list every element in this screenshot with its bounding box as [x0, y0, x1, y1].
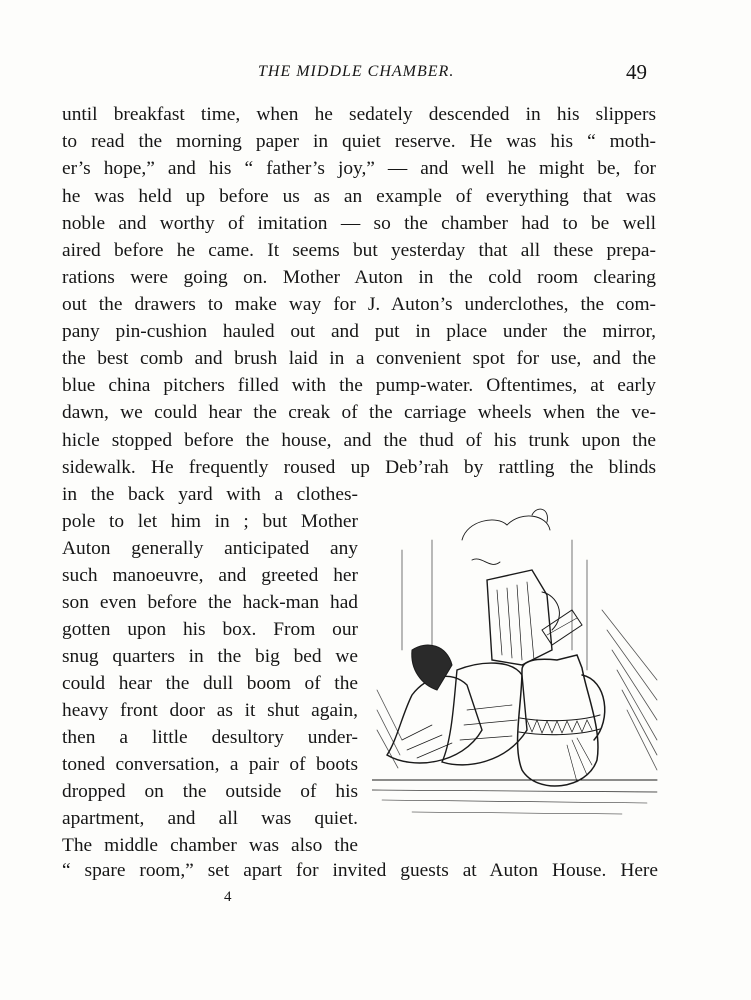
text-line: The middle chamber was also the [62, 835, 358, 856]
text-line: sidewalk. He frequently roused up Deb’rah by rattling the blinds [62, 457, 656, 478]
text-line: until breakfast time, when he sedately descended in his slippers [62, 104, 656, 125]
text-line: heavy front door as it shut again, [62, 700, 358, 721]
text-line: he was held up before us as an example of everything that was [62, 186, 656, 207]
text-line: dropped on the outside of his [62, 781, 358, 802]
signature-mark: 4 [224, 889, 232, 905]
text-line: rations were going on. Mother Auton in the cold room clearing [62, 267, 656, 288]
text-line: “ spare room,” set apart for invited guests at Auton House. Here [62, 860, 658, 881]
text-line: apartment, and all was quiet. [62, 808, 358, 829]
text-line: hicle stopped before the house, and the thud of his trunk upon the [62, 430, 656, 451]
text-line: could hear the dull boom of the [62, 673, 358, 694]
text-line: son even before the hack-man had [62, 592, 358, 613]
page-number: 49 [626, 60, 647, 84]
text-line: pole to let him in ; but Mother [62, 511, 358, 532]
text-line: Auton generally anticipated any [62, 538, 358, 559]
text-line: out the drawers to make way for J. Auton’s underclothes, the com- [62, 294, 656, 315]
text-line: dawn, we could hear the creak of the carriage wheels when the ve- [62, 402, 656, 423]
text-line: gotten upon his box. From our [62, 619, 358, 640]
text-line: toned conversation, a pair of boots [62, 754, 358, 775]
text-line: the best comb and brush laid in a convenient spot for use, and the [62, 348, 656, 369]
text-line: such manoeuvre, and greeted her [62, 565, 358, 586]
text-line: noble and worthy of imitation — so the chamber had to be well [62, 213, 656, 234]
text-line: to read the morning paper in quiet reserve. He was his “ moth- [62, 131, 656, 152]
text-line: pany pin-cushion hauled out and put in place under the mirror, [62, 321, 656, 342]
text-line: then a little desultory under- [62, 727, 358, 748]
running-head: THE MIDDLE CHAMBER. [258, 63, 455, 80]
text-line: in the back yard with a clothes- [62, 484, 358, 505]
text-line: snug quarters in the big bed we [62, 646, 358, 667]
text-line: aired before he came. It seems but yesterday that all these prepa- [62, 240, 656, 261]
text-line: blue china pitchers filled with the pump-water. Oftentimes, at early [62, 375, 656, 396]
text-line: er’s hope,” and his “ father’s joy,” — and well he might be, for [62, 158, 656, 179]
boots-and-pitcher-illustration [372, 500, 662, 820]
